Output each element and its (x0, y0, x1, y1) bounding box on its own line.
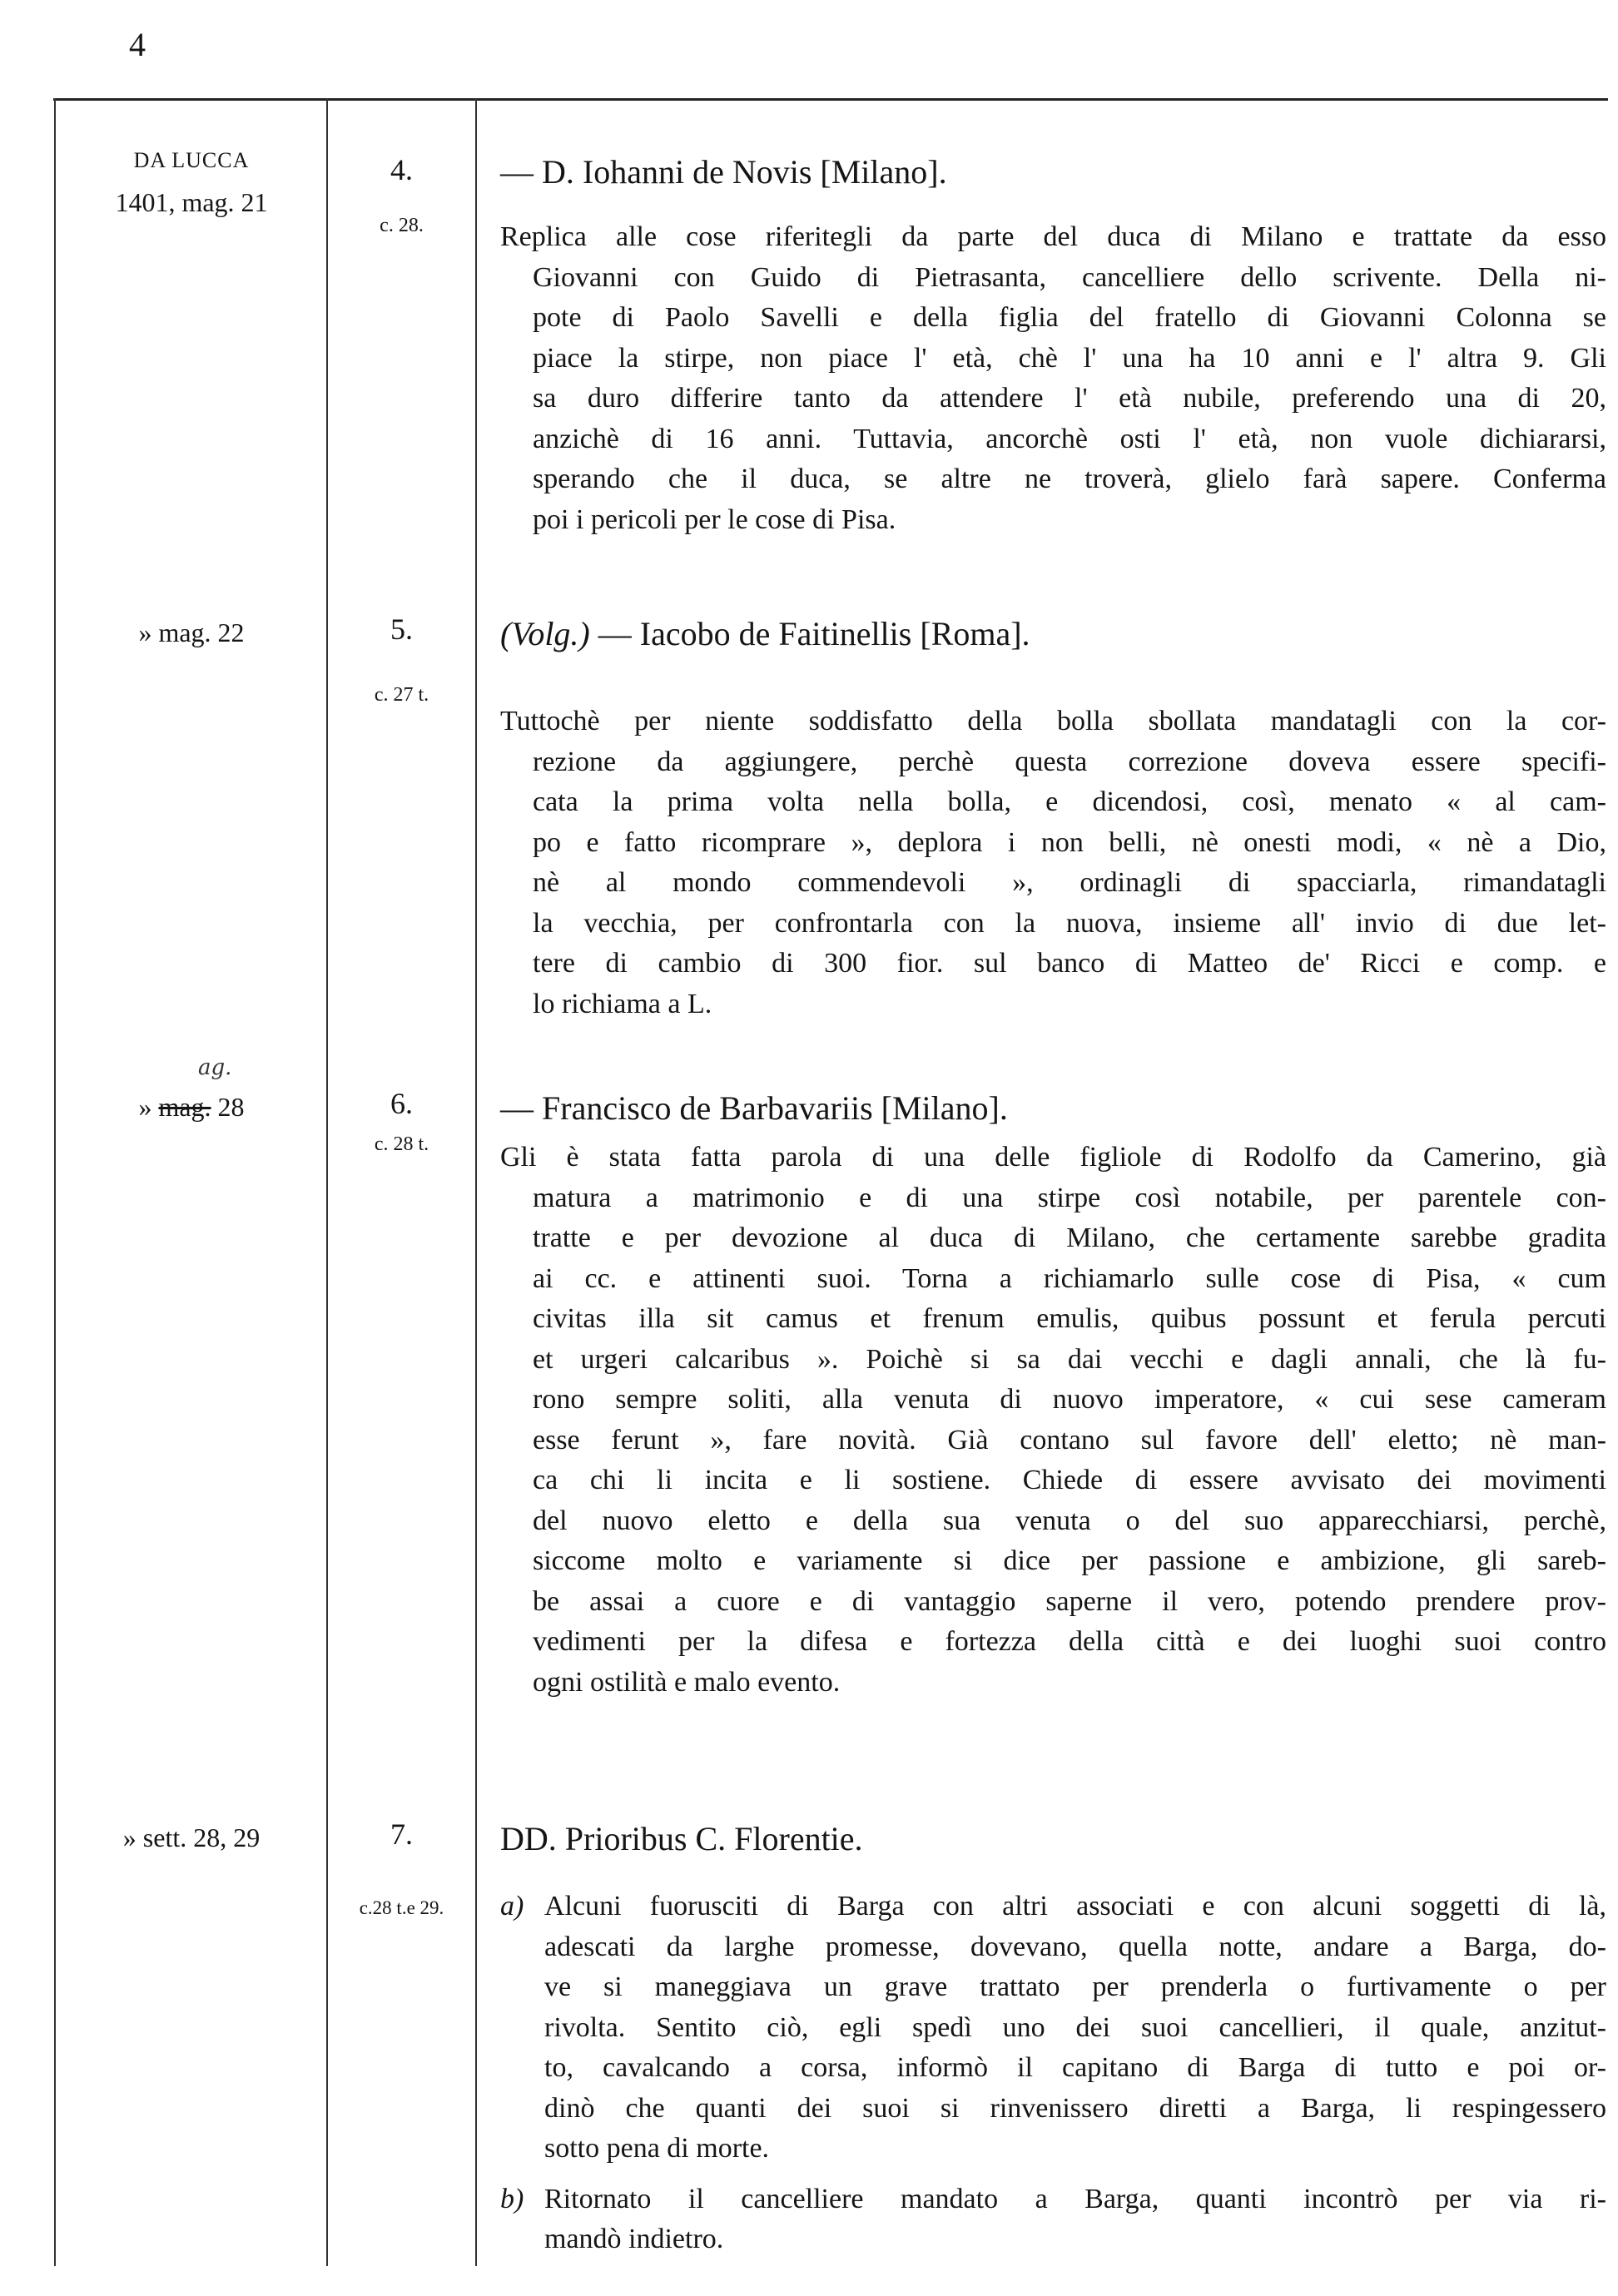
column-divider-middle (326, 98, 328, 2266)
heading-text: — Iacobo de Faitinellis [Roma]. (589, 615, 1030, 652)
text-line: Replica alle cose riferitegli da parte del duca di Milano e trattate da esso (500, 221, 1606, 252)
text-line: nè al mondo commendevoli », ordinagli di spacciarla, rimandatagli (533, 867, 1606, 898)
entry-date: » sett. 28, 29 (122, 1822, 261, 1852)
text-line: be assai a cuore e di vantaggio saperne il vero, potendo prendere prov- (533, 1585, 1606, 1617)
text-line: et urgeri calcaribus ». Poichè si sa dai vecchi e dagli annali, che là fu- (533, 1343, 1606, 1375)
text-line: anzichè di 16 anni. Tuttavia, ancorchè osti l' età, non vuole dichiararsi, (533, 423, 1606, 454)
text-line: ai cc. e attinenti suoi. Torna a richiamarlo sulle cose di Pisa, « cum (533, 1262, 1606, 1294)
entry-number: 5. (390, 612, 413, 646)
text-line: dinò che quanti dei suoi si rinvenissero diretti a Barga, li respingessero (544, 2092, 1606, 2124)
text-line: rono sempre soliti, alla venuta di nuovo imperatore, « cui sese cameram (533, 1384, 1606, 1415)
entry-heading (500, 614, 1030, 653)
entry-heading: DD. Prioribus C. Florentie. (500, 1820, 863, 1857)
entry-number: 4. (390, 153, 413, 186)
text-line: Giovanni con Guido di Pietrasanta, cancelliere dello scrivente. Della ni- (533, 261, 1606, 293)
text-line: lo richiama a L. (533, 988, 712, 1019)
entry-heading: — Francisco de Barbavariis [Milano]. (500, 1089, 1008, 1127)
text-line: sotto pena di morte. (544, 2133, 770, 2164)
text-line: tere di cambio di 300 fior. sul banco di Matteo de' Ricci e comp. e (533, 948, 1606, 979)
date-prefix: » (138, 1092, 159, 1122)
entry-date (58, 1092, 325, 1123)
text-line: po e fatto ricomprare », deplora i non belli, nè onesti modi, « nè a Dio, (533, 826, 1606, 858)
text-line: rezione da aggiungere, perchè questa correzione doveva essere specifi- (533, 746, 1606, 777)
entry-date: 1401, mag. 21 (115, 187, 268, 217)
heading-italic: (Volg.) (500, 615, 590, 652)
handwritten-correction: ag. (198, 1055, 232, 1080)
paragraph-marker: a) (500, 1891, 524, 1922)
text-line: pote di Paolo Savelli e della figlia del fratello di Giovanni Colonna se (533, 302, 1606, 333)
text-line: ogni ostilità e malo evento. (533, 1666, 841, 1698)
column-divider-left (54, 98, 56, 2266)
text-line: la vecchia, per confrontarla con la nuova, insieme all' invio di due let- (533, 907, 1606, 939)
text-line: del nuovo eletto e della sua venuta o del suo apparecchiarsi, perchè, (533, 1505, 1606, 1536)
text-line: vedimenti per la difesa e fortezza della città e dei luoghi suoi contro (533, 1626, 1606, 1657)
top-rule (53, 98, 1608, 101)
text-line: matura a matrimonio e di una stirpe così notabile, per parentele con- (533, 1182, 1606, 1213)
text-line: tratte e per devozione al duca di Milano, che certamente sarebbe gradita (533, 1222, 1606, 1253)
text-line: esse ferunt », fare novità. Già contano sul favore dell' eletto; nè man- (533, 1424, 1606, 1455)
text-line: mandò indietro. (544, 2224, 724, 2254)
text-line: Alcuni fuorusciti di Barga con altri associati e con alcuni soggetti di là, (544, 1891, 1606, 1922)
text-line: sperando che il duca, se altre ne troverà, glielo farà sapere. Conferma (533, 464, 1606, 494)
column-divider-right (475, 98, 477, 2266)
text-line: Tuttochè per niente soddisfatto della bolla sbollata mandatagli con la cor- (500, 706, 1606, 736)
entry-date: » mag. 22 (138, 617, 245, 647)
paragraph-marker: b) (500, 2183, 524, 2214)
text-line: ve si maneggiava un grave trattato per prenderla o furtivamente o per (544, 1971, 1606, 2002)
text-line: to, cavalcando a corsa, informò il capitano di Barga di tutto e poi or- (544, 2052, 1606, 2083)
text-line: Gli è stata fatta parola di una delle figliole di Rodolfo da Camerino, già (500, 1142, 1606, 1173)
text-line: cata la prima volta nella bolla, e dicendosi, così, menato « al cam- (533, 786, 1606, 817)
text-line: poi i pericoli per le cose di Pisa. (533, 503, 896, 535)
date-suffix: 28 (211, 1092, 245, 1122)
page-number: 4 (129, 26, 146, 63)
text-line: adescati da larghe promesse, dovevano, quella notte, andare a Barga, do- (544, 1931, 1606, 1962)
text-line: siccome molto e variamente si dice per passione e ambizione, gli sareb- (533, 1545, 1606, 1576)
date-struck: mag. (158, 1092, 211, 1122)
carta-reference: c. 27 t. (374, 684, 429, 706)
text-line: rivolta. Sentito ciò, egli spedì uno dei suoi cancellieri, il quale, anzitut- (544, 2011, 1606, 2043)
text-line: civitas illa sit camus et frenum emulis, quibus possunt et ferula percuti (533, 1303, 1606, 1334)
carta-reference: c. 28. (380, 215, 424, 236)
entry-number: 6. (390, 1087, 413, 1120)
text-line: Ritornato il cancelliere mandato a Barga, quanti incontrò per via ri- (544, 2183, 1606, 2214)
place-label: DA LUCCA (133, 148, 250, 172)
text-line: ca chi li incita e li sostiene. Chiede di essere avvisato dei movimenti (533, 1465, 1606, 1495)
carta-reference: c.28 t.e 29. (359, 1897, 444, 1918)
carta-reference: c. 28 t. (374, 1133, 429, 1155)
text-line: piace la stirpe, non piace l' età, chè l' una ha 10 anni e l' altra 9. Gli (533, 342, 1606, 374)
entry-heading: — D. Iohanni de Novis [Milano]. (500, 153, 947, 191)
entry-number: 7. (390, 1817, 413, 1851)
text-line: sa duro differire tanto da attendere l' età nubile, preferendo una di 20, (533, 383, 1606, 414)
